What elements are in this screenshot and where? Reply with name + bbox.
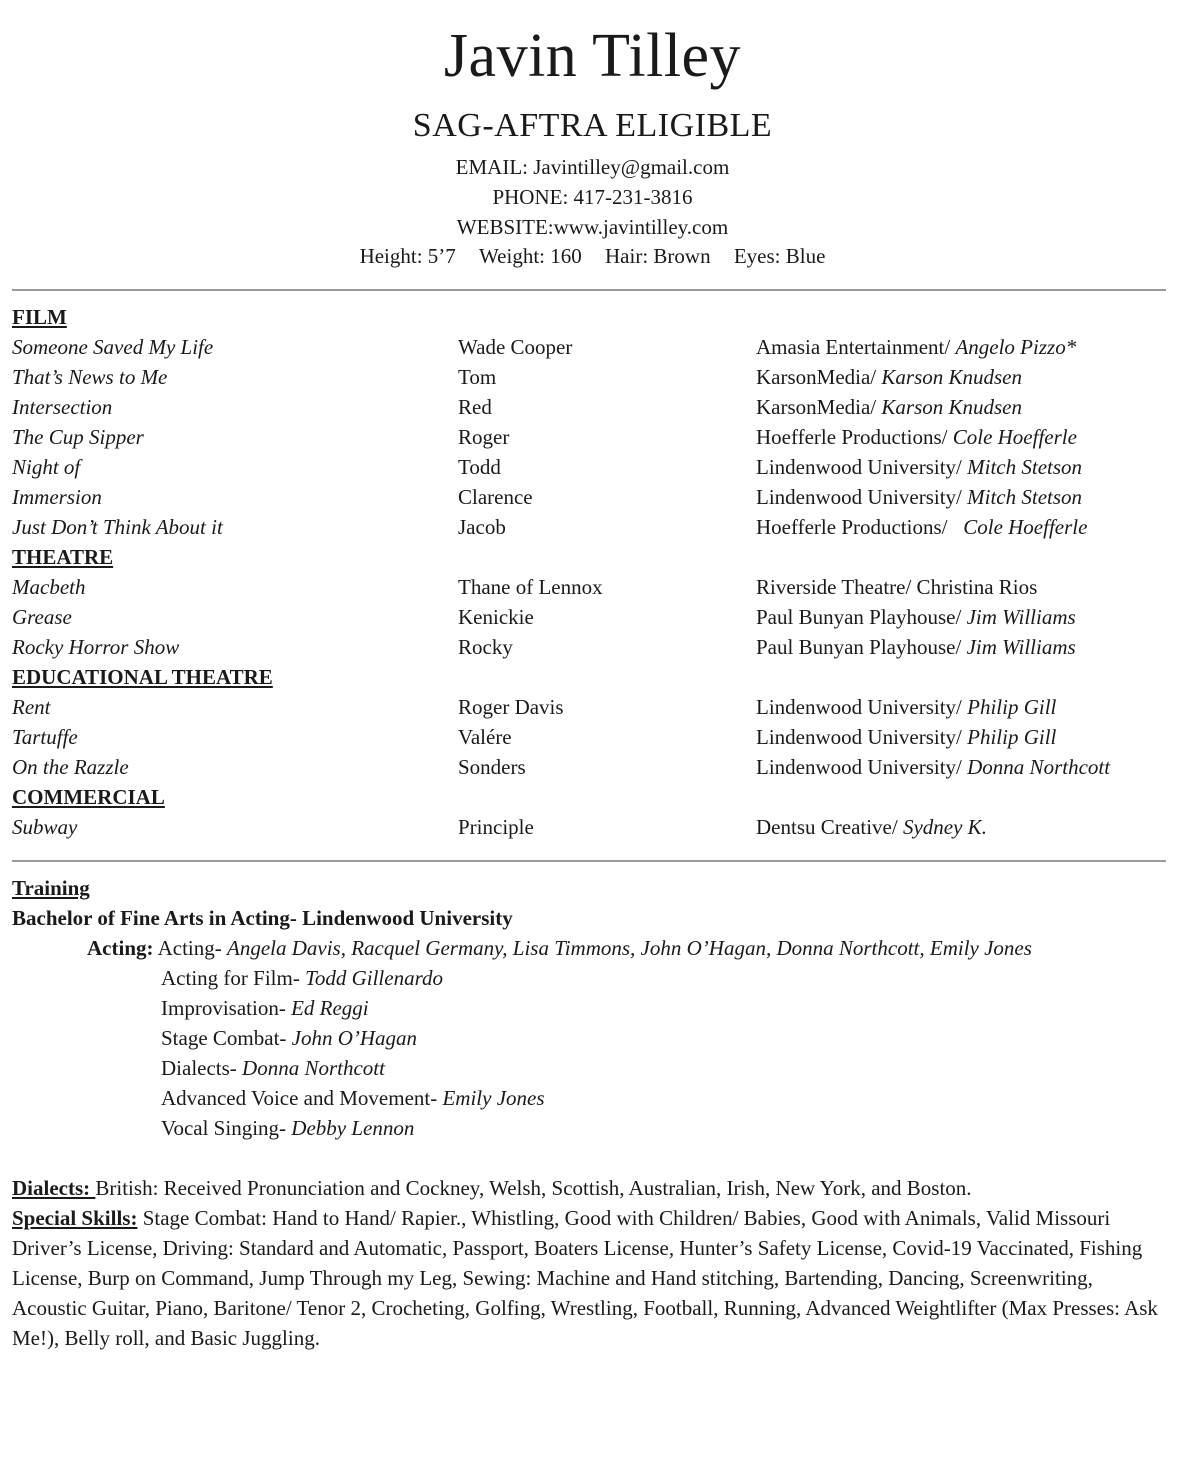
training-class xyxy=(161,993,369,1023)
credit-title: Night of xyxy=(12,455,81,479)
course-name: Stage Combat- xyxy=(161,1026,292,1050)
company-name: Hoefferle Productions/ xyxy=(756,515,964,539)
physical-stats xyxy=(0,243,1185,269)
credit-title: On the Razzle xyxy=(12,755,129,779)
course-name: Acting for Film- xyxy=(161,966,306,990)
credit-row xyxy=(12,602,1172,632)
credit-row xyxy=(12,752,1172,782)
teacher-names: Ed Reggi xyxy=(291,996,369,1020)
director-name: Angelo Pizzo* xyxy=(955,335,1077,359)
credit-row xyxy=(12,812,1172,842)
credit-title: Intersection xyxy=(12,395,113,419)
director-name: Mitch Stetson xyxy=(967,455,1083,479)
credit-row xyxy=(12,722,1172,752)
credit-role: Todd xyxy=(458,455,501,479)
credit-row xyxy=(12,452,1172,482)
website-line: WEBSITE:www.javintilley.com xyxy=(456,215,729,239)
training-class xyxy=(161,1023,417,1053)
course-name: Acting- xyxy=(153,936,227,960)
director-name: Jim Williams xyxy=(966,605,1076,629)
credit-title: Macbeth xyxy=(12,575,86,599)
credit-row xyxy=(12,422,1172,452)
credit-title: Just Don’t Think About it xyxy=(12,515,223,539)
company-name: Paul Bunyan Playhouse/ xyxy=(756,605,967,629)
credit-title: Immersion xyxy=(12,485,102,509)
credit-company xyxy=(756,362,1022,392)
credit-title: Subway xyxy=(12,815,78,839)
credit-company xyxy=(756,572,1037,602)
company-name: Lindenwood University/ xyxy=(756,725,968,749)
training-class xyxy=(161,1053,385,1083)
director-name: Cole Hoefferle xyxy=(952,425,1077,449)
company-name: Paul Bunyan Playhouse/ xyxy=(756,635,967,659)
degree-line: Bachelor of Fine Arts in Acting- Lindenwood University xyxy=(12,906,513,930)
teacher-names: Emily Jones xyxy=(442,1086,545,1110)
training-class xyxy=(161,963,443,993)
company-name: Lindenwood University/ xyxy=(756,485,968,509)
dialects-line xyxy=(12,1173,972,1203)
credit-row xyxy=(12,692,1172,722)
director-name: Karson Knudsen xyxy=(881,395,1022,419)
credits-divider xyxy=(12,860,1166,862)
credit-role: Red xyxy=(458,395,492,419)
credit-title: Rocky Horror Show xyxy=(12,635,180,659)
credit-role: Rocky xyxy=(458,635,513,659)
director-name: Mitch Stetson xyxy=(967,485,1083,509)
credit-row xyxy=(12,482,1172,512)
theatre-heading: THEATRE xyxy=(12,545,114,569)
teacher-names: Debby Lennon xyxy=(291,1116,415,1140)
director-name: Jim Williams xyxy=(966,635,1076,659)
credit-row xyxy=(12,362,1172,392)
director-name: Cole Hoefferle xyxy=(963,515,1088,539)
credit-title: Tartuffe xyxy=(12,725,78,749)
film-heading: FILM xyxy=(12,305,67,329)
company-name: Lindenwood University/ xyxy=(756,695,968,719)
training-heading: Training xyxy=(12,876,90,900)
eyes-stat: Eyes: Blue xyxy=(733,244,826,268)
special-skills-text: Stage Combat: Hand to Hand/ Rapier., Whistling, Good with Children/ Babies, Good with Animals, Valid Missouri Driver’s License, Driving: Standard and Automatic, Passport, Boaters License, Hunter’s Safety License, Covid-19 Vaccinated, Fishing License, Burp on Command, Jump Through my Leg, Sewing: Machine and Hand stitching, Bartending, Dancing, Screenwriting, Acoustic Guitar, Piano, Baritone/ Tenor 2, Crocheting, Golfing, Wrestling, Football, Running, Advanced Weightlifter (Max Presses: Ask Me!), Belly roll, and Basic Juggling. xyxy=(12,1206,1158,1350)
course-name: Dialects- xyxy=(161,1056,243,1080)
credit-title: Grease xyxy=(12,605,72,629)
credit-role: Sonders xyxy=(458,755,526,779)
credit-company xyxy=(756,632,1076,662)
weight-stat: Weight: 160 xyxy=(479,244,582,268)
credit-company xyxy=(756,422,1077,452)
credit-company xyxy=(756,722,1056,752)
company-name: Lindenwood University/ xyxy=(756,455,968,479)
union-status: SAG-AFTRA ELIGIBLE xyxy=(412,107,773,144)
credit-title: That’s News to Me xyxy=(12,365,168,389)
special-skills-paragraph xyxy=(12,1203,1162,1353)
credit-role: Tom xyxy=(458,365,497,389)
course-name: Improvisation- xyxy=(161,996,292,1020)
credit-company xyxy=(756,392,1022,422)
training-class xyxy=(161,1083,545,1113)
credit-row xyxy=(12,572,1172,602)
company-name: KarsonMedia/ xyxy=(756,365,882,389)
credit-role: Valére xyxy=(458,725,512,749)
director-name: Karson Knudsen xyxy=(881,365,1022,389)
credit-company xyxy=(756,692,1056,722)
course-name: Advanced Voice and Movement- xyxy=(161,1086,443,1110)
director-name: Sydney K. xyxy=(902,815,987,839)
director-name: Philip Gill xyxy=(967,695,1057,719)
company-name: Riverside Theatre/ Christina Rios xyxy=(756,575,1038,599)
credit-role: Thane of Lennox xyxy=(458,575,603,599)
credit-company xyxy=(756,752,1110,782)
dialects-text: British: Received Pronunciation and Cockney, Welsh, Scottish, Australian, Irish, New York, and Boston. xyxy=(95,1176,972,1200)
credit-company xyxy=(756,812,987,842)
company-name: Dentsu Creative/ xyxy=(756,815,903,839)
credit-company xyxy=(756,512,1087,542)
header-divider xyxy=(12,289,1166,291)
credit-role: Wade Cooper xyxy=(458,335,573,359)
acting-label: Acting: xyxy=(87,936,154,960)
credit-role: Jacob xyxy=(458,515,506,539)
training-class xyxy=(161,1113,414,1143)
credit-title: The Cup Sipper xyxy=(12,425,144,449)
teacher-names: Todd Gillenardo xyxy=(305,966,443,990)
phone-line: PHONE: 417-231-3816 xyxy=(492,185,693,209)
email-line: EMAIL: Javintilley@gmail.com xyxy=(455,155,730,179)
credit-role: Principle xyxy=(458,815,534,839)
credit-company xyxy=(756,332,1076,362)
special-skills-label: Special Skills: xyxy=(12,1206,138,1230)
director-name: Philip Gill xyxy=(967,725,1057,749)
company-name: KarsonMedia/ xyxy=(756,395,882,419)
credit-row xyxy=(12,512,1172,542)
height-stat: Height: 5’7 xyxy=(359,244,456,268)
credit-role: Roger Davis xyxy=(458,695,564,719)
course-name: Vocal Singing- xyxy=(161,1116,292,1140)
credit-company xyxy=(756,452,1082,482)
commercial-heading: COMMERCIAL xyxy=(12,785,165,809)
director-name: Donna Northcott xyxy=(967,755,1111,779)
credit-row xyxy=(12,332,1172,362)
educational-theatre-heading: EDUCATIONAL THEATRE xyxy=(12,665,273,689)
credit-row xyxy=(12,392,1172,422)
credit-title: Rent xyxy=(12,695,51,719)
credit-company xyxy=(756,482,1082,512)
credit-company xyxy=(756,602,1076,632)
credit-role: Roger xyxy=(458,425,510,449)
teacher-names: Donna Northcott xyxy=(242,1056,385,1080)
company-name: Amasia Entertainment/ xyxy=(756,335,956,359)
hair-stat: Hair: Brown xyxy=(605,244,711,268)
credit-role: Clarence xyxy=(458,485,533,509)
training-class xyxy=(87,933,1032,963)
actor-name: Javin Tilley xyxy=(443,22,742,90)
credit-role: Kenickie xyxy=(458,605,534,629)
company-name: Lindenwood University/ xyxy=(756,755,968,779)
dialects-label: Dialects: xyxy=(12,1176,96,1200)
teacher-names: Angela Davis, Racquel Germany, Lisa Timmons, John O’Hagan, Donna Northcott, Emily Jones xyxy=(227,936,1032,960)
credit-title: Someone Saved My Life xyxy=(12,335,214,359)
credit-row xyxy=(12,632,1172,662)
company-name: Hoefferle Productions/ xyxy=(756,425,953,449)
teacher-names: John O’Hagan xyxy=(291,1026,418,1050)
